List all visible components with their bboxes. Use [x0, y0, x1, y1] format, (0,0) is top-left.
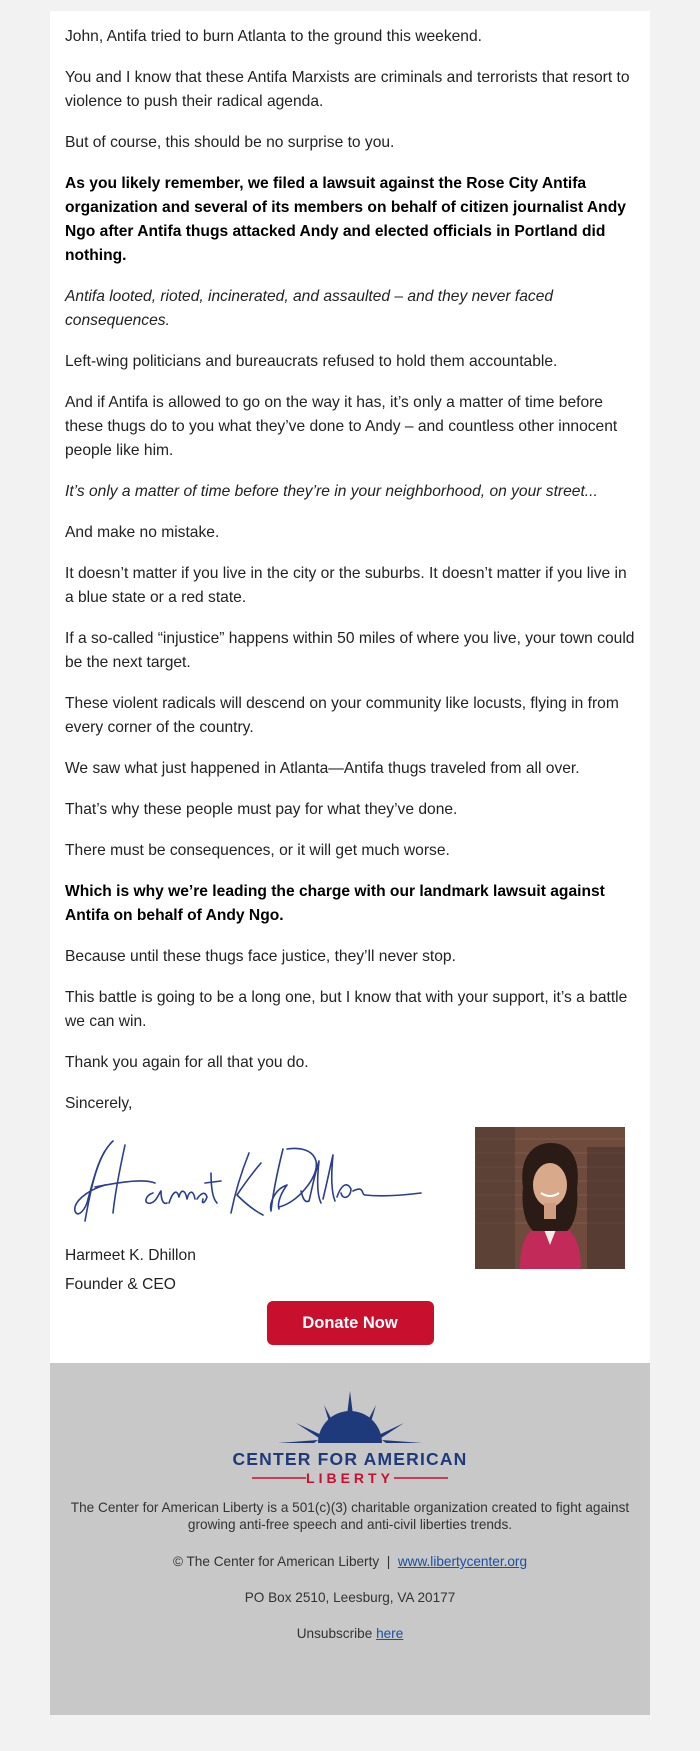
unsubscribe-link[interactable]: here	[376, 1626, 404, 1641]
signature-image	[65, 1133, 425, 1233]
copyright-text: © The Center for American Liberty	[172, 1554, 380, 1569]
website-link[interactable]: www.libertycenter.org	[397, 1554, 528, 1569]
body-paragraph: As you likely remember, we filed a lawsuit against the Rose City Antifa organization and several of its members on behalf of citizen journalist Andy Ngo after Antifa thugs attacked Andy and elected officials in Portland did nothing.	[65, 175, 626, 264]
email-body	[50, 11, 650, 1363]
body-paragraph: Thank you again for all that you do.	[65, 1054, 309, 1071]
body-paragraph: And make no mistake.	[65, 524, 220, 541]
body-paragraph: There must be consequences, or it will get much worse.	[65, 842, 450, 859]
unsubscribe-line	[50, 1626, 650, 1641]
email-footer	[50, 1363, 650, 1715]
signer-photo	[475, 1127, 625, 1269]
body-paragraph: Which is why we’re leading the charge with our landmark lawsuit against Antifa on behalf of Andy Ngo.	[65, 883, 605, 924]
copyright-line	[50, 1554, 650, 1569]
donate-wrapper	[65, 1301, 635, 1345]
donate-now-button[interactable]: Donate Now	[267, 1301, 434, 1345]
email-container	[50, 11, 650, 1715]
body-paragraph: You and I know that these Antifa Marxists are criminals and terrorists that resort to violence to push their radical agenda.	[65, 69, 630, 110]
body-paragraph: Antifa looted, rioted, incinerated, and assaulted – and they never faced consequences.	[65, 288, 554, 329]
unsubscribe-text: Unsubscribe	[296, 1626, 373, 1641]
body-paragraph: But of course, this should be no surprise to you.	[65, 134, 395, 151]
signer-title: Founder & CEO	[65, 1276, 176, 1293]
message-paragraphs	[65, 25, 635, 1075]
body-paragraph: It’s only a matter of time before they’re in your neighborhood, on your street...	[65, 483, 598, 500]
body-paragraph: This battle is going to be a long one, but I know that with your support, it’s a battle we can win.	[65, 989, 628, 1030]
body-paragraph: John, Antifa tried to burn Atlanta to the ground this weekend.	[65, 28, 482, 45]
signature-block	[65, 1133, 635, 1293]
portrait-image	[475, 1127, 625, 1269]
logo-line1: CENTER FOR AMERICAN	[232, 1449, 468, 1469]
closing-line: Sincerely,	[65, 1095, 133, 1112]
body-paragraph: And if Antifa is allowed to go on the way it has, it’s only a matter of time before these thugs do to you what they’ve done to Andy – and countless other innocent people like him.	[65, 394, 618, 459]
mailing-address: PO Box 2510, Leesburg, VA 20177	[244, 1590, 456, 1605]
separator: |	[386, 1554, 391, 1569]
body-paragraph: That’s why these people must pay for what they’ve done.	[65, 801, 458, 818]
body-paragraph: These violent radicals will descend on your community like locusts, flying in from every corner of the country.	[65, 695, 619, 736]
center-for-american-liberty-logo	[230, 1363, 470, 1487]
signer-info	[65, 1241, 196, 1299]
body-paragraph: Left-wing politicians and bureaucrats refused to hold them accountable.	[65, 353, 558, 370]
body-paragraph: It doesn’t matter if you live in the city or the suburbs. It doesn’t matter if you live in a blue state or a red state.	[65, 565, 627, 606]
body-paragraph: Because until these thugs face justice, they’ll never stop.	[65, 948, 456, 965]
body-paragraph: We saw what just happened in Atlanta—Antifa thugs traveled from all over.	[65, 760, 580, 777]
logo-line2: LIBERTY	[306, 1470, 394, 1486]
signer-name: Harmeet K. Dhillon	[65, 1247, 196, 1264]
body-paragraph: If a so-called “injustice” happens within 50 miles of where you live, your town could be the next target.	[65, 630, 635, 671]
mission-statement: The Center for American Liberty is a 501(c)(3) charitable organization created to fight against growing anti-free speech and anti-civil liberties trends.	[70, 1500, 630, 1532]
